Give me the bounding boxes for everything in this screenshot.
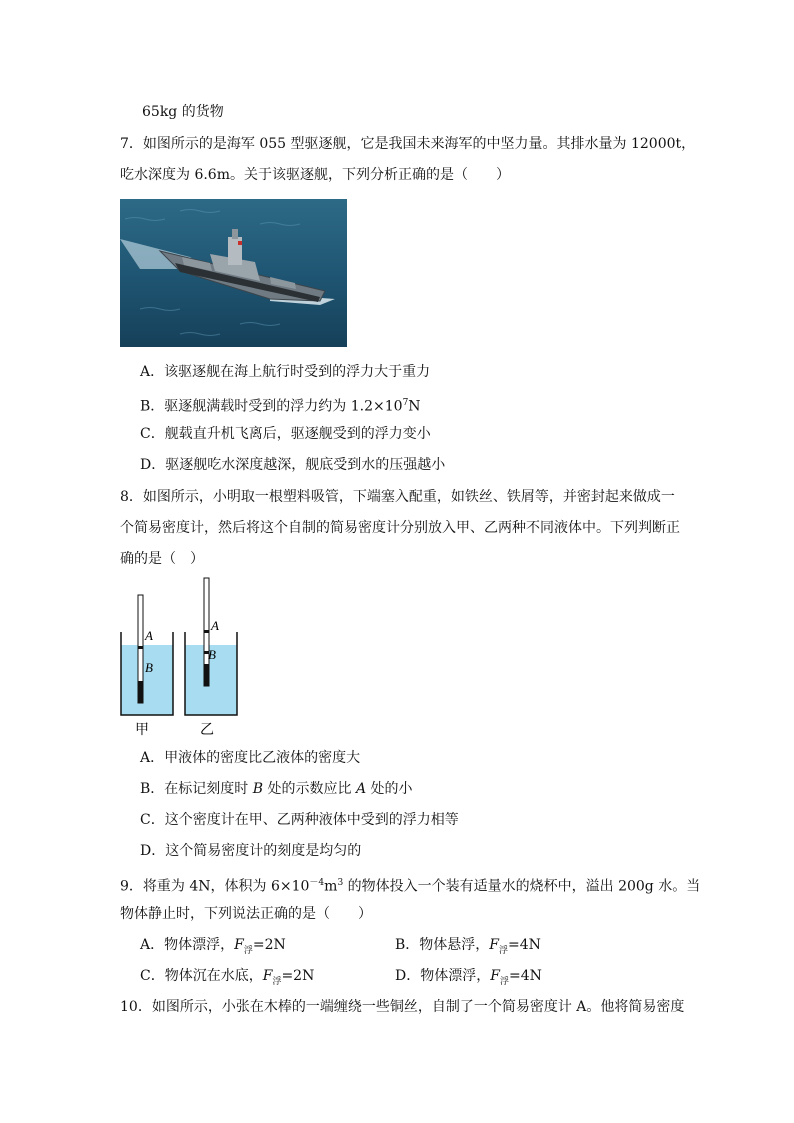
q7-stem-line1: 7．如图所示的是海军 055 型驱逐舰，它是我国未来海军的中坚力量。其排水量为 12000t， xyxy=(120,136,696,152)
q9-option-b: B．物体悬浮，$F_浮=4N$ xyxy=(395,937,541,956)
q8-stem-line3: 确的是（ ） xyxy=(120,551,204,567)
q9-option-d: D．物体漂浮，$F_浮=4N$ xyxy=(395,968,542,987)
q7-option-d: D．驱逐舰吃水深度越深，舰底受到水的压强越小 xyxy=(140,457,446,473)
q7-option-c: C．舰载直升机飞离后，驱逐舰受到的浮力变小 xyxy=(140,426,431,442)
label-a-left: A xyxy=(145,628,153,643)
q8-option-d: D．这个简易密度计的刻度是均匀的 xyxy=(140,843,362,859)
weight-yi xyxy=(204,664,209,686)
label-b-right: B xyxy=(208,647,216,662)
q10-stem-line1: 10．如图所示，小张在木棒的一端缠绕一些铜丝，自制了一个简易密度计 A。他将简易密度 xyxy=(120,999,685,1015)
q8-option-a: A．甲液体的密度比乙液体的密度大 xyxy=(140,750,361,766)
q7-option-b: B．驱逐舰满载时受到的浮力约为 $1.2\times 10^7N$ xyxy=(140,398,421,415)
destroyer-photo xyxy=(120,199,347,347)
beaker-liquid-jia xyxy=(121,645,173,715)
q8-option-b: B．在标记刻度时 B 处的示数应比 A 处的小 xyxy=(140,781,413,797)
weight-jia xyxy=(138,681,143,703)
density-meter-diagram xyxy=(112,572,252,742)
q9-stem-line2: 物体静止时，下列说法正确的是（ ） xyxy=(120,906,372,922)
q9-option-a: A．物体漂浮，$F_浮=2N$ xyxy=(140,937,286,956)
q9-stem-line1: 9．将重为 4N，体积为 $6\times 10^{-4}m^3$ 的物体投入一个装有适量水的烧杯中，溢出 200g 水。当 xyxy=(120,878,701,895)
q9-option-c: C．物体沉在水底，$F_浮=2N$ xyxy=(140,968,315,987)
previous-question-tail: 65kg 的货物 xyxy=(142,104,224,120)
label-jia: 甲 xyxy=(135,722,149,738)
q8-stem-line2: 个简易密度计，然后将这个自制的简易密度计分别放入甲、乙两种不同液体中。下列判断正 xyxy=(120,520,680,536)
label-a-right: A xyxy=(211,618,219,633)
label-b-left: B xyxy=(145,660,153,675)
q7-option-a: A．该驱逐舰在海上航行时受到的浮力大于重力 xyxy=(140,364,431,380)
mark-a-yi xyxy=(204,630,209,633)
q7-stem-line2: 吃水深度为 6.6m。关于该驱逐舰，下列分析正确的是（ ） xyxy=(120,167,510,183)
q8-stem-line1: 8．如图所示，小明取一根塑料吸管，下端塞入配重，如铁丝、铁屑等，并密封起来做成一 xyxy=(120,489,675,505)
label-yi: 乙 xyxy=(200,722,214,738)
q8-option-c: C．这个密度计在甲、乙两种液体中受到的浮力相等 xyxy=(140,812,459,828)
mark-a-jia xyxy=(138,646,143,649)
